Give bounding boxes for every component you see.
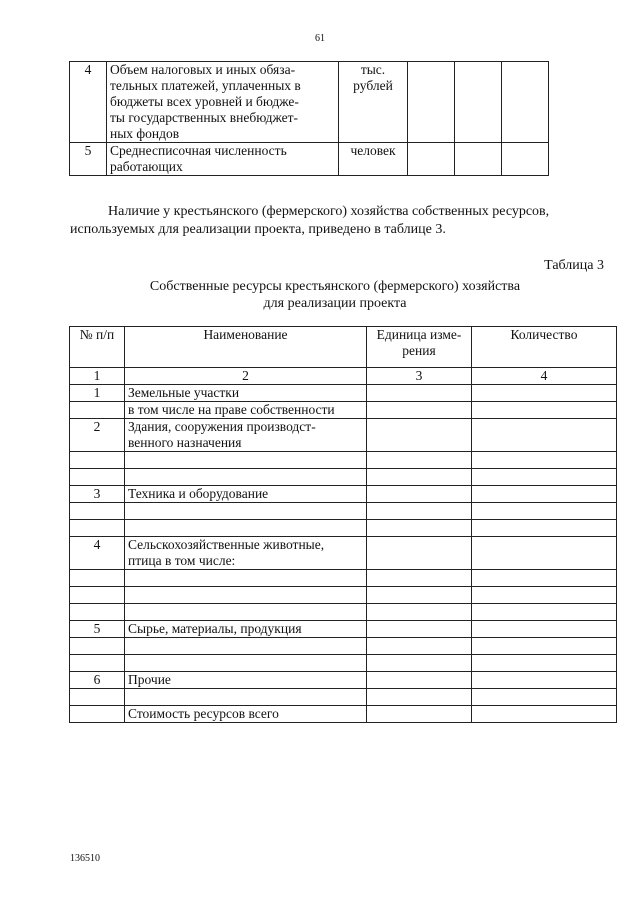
indicator-value-cell	[408, 62, 455, 143]
table-title	[70, 278, 600, 312]
indicator-name	[107, 62, 339, 143]
resource-name-line: Сырье, материалы, продукция	[128, 621, 302, 636]
intro-line-1: Наличие у крестьянского (фермерского) хозяйства собственных ресурсов,	[108, 204, 550, 219]
column-number: 4	[472, 368, 617, 385]
resource-name	[125, 672, 367, 689]
indicator-unit	[339, 62, 408, 143]
resource-value-cell	[367, 503, 472, 520]
resource-num	[70, 452, 125, 469]
resource-name-line: Земельные участки	[128, 385, 240, 400]
page-number: 61	[315, 33, 325, 44]
resource-value-cell	[472, 537, 617, 570]
resource-num	[70, 469, 125, 486]
resource-name-line	[128, 587, 363, 603]
indicator-name-line: Среднесписочная численность	[110, 143, 287, 158]
resource-name	[125, 469, 367, 486]
resource-num	[70, 689, 125, 706]
resource-row	[70, 452, 617, 469]
resource-name	[125, 537, 367, 570]
resource-value-cell	[367, 672, 472, 689]
indicator-unit-line: тыс.	[360, 62, 386, 77]
resource-num: 1	[70, 385, 125, 402]
resource-name-line: птица в том числе:	[128, 553, 236, 568]
resource-name	[125, 570, 367, 587]
resource-value-cell	[472, 520, 617, 537]
resource-name	[125, 655, 367, 672]
resource-name-line: Стоимость ресурсов всего	[128, 706, 279, 721]
intro-line-2: используемых для реализации проекта, приведено в таблице 3.	[70, 222, 446, 237]
resource-row	[70, 385, 617, 402]
resource-value-cell	[472, 402, 617, 419]
resource-value-cell	[472, 452, 617, 469]
resource-row	[70, 469, 617, 486]
resource-row	[70, 503, 617, 520]
indicator-name	[107, 143, 339, 176]
intro-paragraph	[70, 203, 610, 239]
resource-row	[70, 537, 617, 570]
indicator-row	[70, 62, 549, 143]
header-name: Наименование	[125, 327, 367, 368]
resource-value-cell	[367, 689, 472, 706]
resource-num	[70, 604, 125, 621]
resource-row	[70, 587, 617, 604]
resource-value-cell	[367, 706, 472, 723]
resource-value-cell	[367, 604, 472, 621]
resource-value-cell	[367, 570, 472, 587]
resource-value-cell	[367, 486, 472, 503]
resource-row	[70, 638, 617, 655]
resource-num: 3	[70, 486, 125, 503]
resource-name	[125, 385, 367, 402]
resource-name	[125, 638, 367, 655]
resource-num: 6	[70, 672, 125, 689]
resource-name-line: Сельскохозяйственные животные,	[128, 537, 325, 552]
resource-num	[70, 520, 125, 537]
resource-num	[70, 706, 125, 723]
indicator-value-cell	[455, 62, 502, 143]
resource-num	[70, 638, 125, 655]
indicator-name-line: тельных платежей, уплаченных в	[110, 78, 301, 93]
resource-value-cell	[472, 621, 617, 638]
resource-value-cell	[472, 503, 617, 520]
resource-name	[125, 402, 367, 419]
resource-name	[125, 604, 367, 621]
resource-value-cell	[367, 469, 472, 486]
resource-row	[70, 486, 617, 503]
resource-row	[70, 672, 617, 689]
resource-row	[70, 706, 617, 723]
header-unit-line-1: Единица изме-	[376, 327, 462, 342]
resource-value-cell	[367, 638, 472, 655]
indicator-unit-line: человек	[350, 143, 396, 158]
resources-table	[69, 326, 617, 723]
resource-value-cell	[367, 587, 472, 604]
resource-value-cell	[472, 655, 617, 672]
resource-name-line	[128, 520, 363, 536]
resource-value-cell	[472, 419, 617, 452]
resource-value-cell	[472, 672, 617, 689]
resource-value-cell	[367, 655, 472, 672]
resource-name	[125, 419, 367, 452]
resource-value-cell	[367, 452, 472, 469]
resource-name	[125, 587, 367, 604]
resource-name-line	[128, 655, 363, 671]
resource-row	[70, 689, 617, 706]
resource-name-line	[128, 689, 363, 705]
indicator-value-cell	[455, 143, 502, 176]
indicator-unit-line: рублей	[353, 78, 393, 93]
indicator-value-cell	[408, 143, 455, 176]
table-title-line-2: для реализации проекта	[263, 296, 407, 311]
resource-row	[70, 419, 617, 452]
resource-name-line: венного назначения	[128, 435, 242, 450]
resource-row	[70, 621, 617, 638]
resource-name-line	[128, 604, 363, 620]
table-caption: Таблица 3	[544, 258, 604, 273]
resource-value-cell	[367, 537, 472, 570]
header-qty: Количество	[472, 327, 617, 368]
indicator-name-line: работающих	[110, 159, 183, 174]
indicator-name-line: ных фондов	[110, 126, 180, 141]
resource-num	[70, 402, 125, 419]
resource-name	[125, 486, 367, 503]
column-number: 1	[70, 368, 125, 385]
indicator-num: 4	[70, 62, 107, 143]
resource-name-line	[128, 503, 363, 519]
resource-row	[70, 520, 617, 537]
indicator-value-cell	[502, 143, 549, 176]
indicator-num: 5	[70, 143, 107, 176]
indicator-name-line: бюджеты всех уровней и бюдже-	[110, 94, 299, 109]
header-unit	[367, 327, 472, 368]
resource-value-cell	[472, 689, 617, 706]
resource-num: 2	[70, 419, 125, 452]
indicator-name-line: ты государственных внебюджет-	[110, 110, 299, 125]
resource-value-cell	[472, 486, 617, 503]
resource-name-line	[128, 638, 363, 654]
resource-name-line	[128, 452, 363, 468]
resource-value-cell	[472, 570, 617, 587]
resource-num	[70, 655, 125, 672]
resource-value-cell	[472, 587, 617, 604]
resource-num	[70, 570, 125, 587]
resource-value-cell	[472, 638, 617, 655]
resource-name-line: Здания, сооружения производст-	[128, 419, 316, 434]
resource-num	[70, 587, 125, 604]
resource-name-line: Техника и оборудование	[128, 486, 269, 501]
resource-name-line: в том числе на праве собственности	[128, 402, 335, 417]
indicator-row	[70, 143, 549, 176]
header-unit-line-2: рения	[402, 343, 436, 358]
resource-value-cell	[472, 469, 617, 486]
column-number: 2	[125, 368, 367, 385]
header-num: № п/п	[70, 327, 125, 368]
resource-name-line	[128, 469, 363, 485]
resource-name-line	[128, 570, 363, 586]
resource-row	[70, 604, 617, 621]
resource-name	[125, 621, 367, 638]
resource-value-cell	[472, 604, 617, 621]
indicator-value-cell	[502, 62, 549, 143]
resource-value-cell	[472, 385, 617, 402]
resource-name	[125, 706, 367, 723]
indicators-table	[69, 61, 549, 176]
column-number-row	[70, 368, 617, 385]
resource-row	[70, 402, 617, 419]
indicator-unit	[339, 143, 408, 176]
footer-code: 136510	[70, 853, 100, 864]
resource-value-cell	[367, 402, 472, 419]
resource-value-cell	[472, 706, 617, 723]
resource-name-line: Прочие	[128, 672, 171, 687]
resource-name	[125, 452, 367, 469]
resource-value-cell	[367, 385, 472, 402]
resource-name	[125, 520, 367, 537]
column-number: 3	[367, 368, 472, 385]
indicator-name-line: Объем налоговых и иных обяза-	[110, 62, 296, 77]
header-row	[70, 327, 617, 368]
resource-num	[70, 503, 125, 520]
resource-num: 4	[70, 537, 125, 570]
resource-name	[125, 689, 367, 706]
resource-row	[70, 655, 617, 672]
resource-row	[70, 570, 617, 587]
table-title-line-1: Собственные ресурсы крестьянского (фермерского) хозяйства	[149, 279, 521, 294]
resource-value-cell	[367, 520, 472, 537]
resource-num: 5	[70, 621, 125, 638]
resource-value-cell	[367, 621, 472, 638]
resource-name	[125, 503, 367, 520]
resource-value-cell	[367, 419, 472, 452]
